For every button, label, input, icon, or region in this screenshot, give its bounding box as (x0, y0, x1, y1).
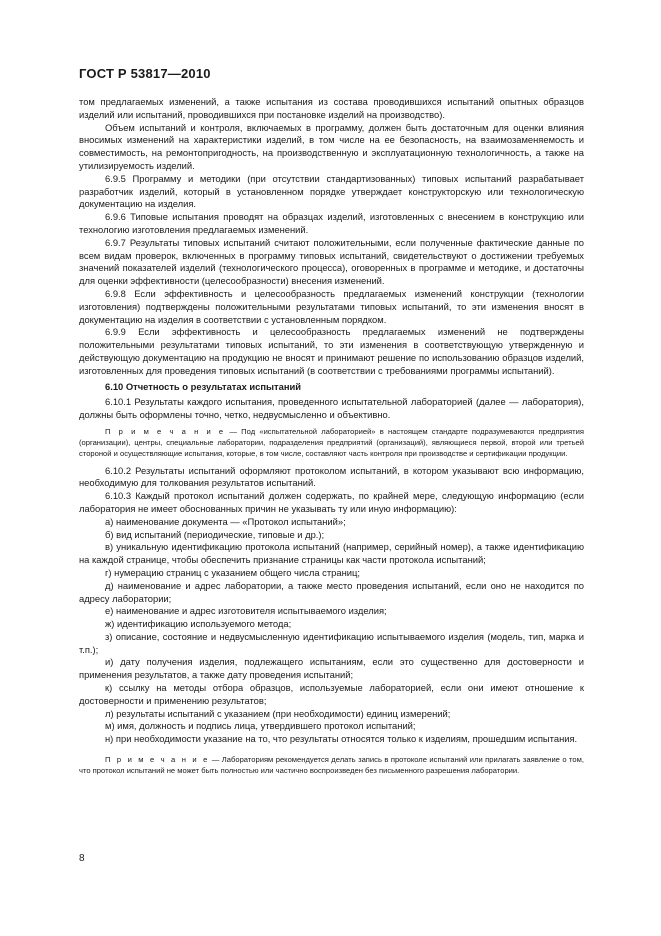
list-item: г) нумерацию страниц с указанием общего числа страниц; (105, 566, 360, 578)
list-item: к) ссылку на методы отбора образцов, используемые лабораторией, если они имеют отношение к достоверности и применению результатов; (79, 682, 584, 706)
note-label: П р и м е ч а н и е (105, 426, 226, 436)
note-text: — Лабораториям рекомендуется делать запись в протоколе испытаний или прилагать заявление о том, что протокол испытаний не может быть полностью или частично воспроизведен без письменного разрешения лаборатории. (79, 755, 584, 776)
document-header: ГОСТ Р 53817—2010 (79, 66, 211, 81)
note-label: П р и м е ч а н и е (105, 755, 210, 765)
list-item: д) наименование и адрес лаборатории, а также место проведения испытаний, если оно не находится по адресу лаборатории; (79, 579, 584, 604)
note-testing-laboratory (79, 426, 584, 460)
clause-6-9-7: 6.9.7 Результаты типовых испытаний считают положительными, если полученные фактические данные по всем видам проверок, включенных в программу типовых испытаний, свидетельствуют о достижении требуемых значений показателей изделий (технологического процесса), оговоренных в программе и методике, и достаточны для оценки эффективности (целесообразности) внесения изменений. (79, 236, 584, 287)
clause-6-9-9: 6.9.9 Если эффективность и целесообразность предлагаемых изменений не подтверждены положительными результатами типовых испытаний, то эти изменения в соответствующую утвержденную и действующую документацию на продукцию не вносят и принимают решение по использованию образцов изделий, изготовленных для проведения типовых испытаний (в соответствии с требованиями программы испытаний). (79, 326, 584, 376)
list-item: н) при необходимости указание на то, что результаты относятся только к изделиям, прошедшим испытания. (105, 733, 578, 745)
paragraph-scope: Объем испытаний и контроля, включаемых в программу, должен быть достаточным для оценки влияния вносимых изменений на характеристики изделий, в том числе на ее безопасность, на взаимозаменяемость и совместимость, на ремонтопригодность, на производственную и эксплуатационную технологичность, а также на утилизируемость изделий. (79, 121, 584, 171)
clause-6-10-2: 6.10.2 Результаты испытаний оформляют протоколом испытаний, в котором указывают всю информацию, необходимую для толкования результатов испытаний. (79, 464, 584, 489)
list-item: б) вид испытаний (периодические, типовые и др.); (105, 528, 325, 540)
paragraph-continuation: том предлагаемых изменений, а также испытания из состава проводившихся испытаний опытных образцов изделий или испытаний, проводившихся при постановке изделий на производство). (79, 96, 584, 120)
clause-6-10-1: 6.10.1 Результаты каждого испытания, проведенного испытательной лабораторией (далее — лаборатория), должны быть оформлены точно, четко, недвусмысленно и объективно. (79, 396, 584, 421)
note-report-reproduction (79, 754, 584, 776)
list-item: з) описание, состояние и недвусмысленную идентификацию испытываемого изделия (модель, тип, марка и т.п.); (79, 630, 584, 655)
list-item: а) наименование документа — «Протокол испытаний»; (105, 515, 346, 527)
list-item: е) наименование и адрес изготовителя испытываемого изделия; (105, 605, 387, 617)
clause-6-9-5: 6.9.5 Программу и методики (при отсутствии стандартизованных) типовых испытаний разрабатывает разработчик изделий, который в установленном порядке утверждает конструкторскую или технологическую документацию на изделия. (79, 172, 584, 210)
list-item: в) уникальную идентификацию протокола испытаний (например, серийный номер), а также идентификацию на каждой странице, чтобы обеспечить признание страницы как части протокола испытаний; (79, 541, 584, 566)
clause-6-9-6: 6.9.6 Типовые испытания проводят на образцах изделий, изготовленных с внесением в конструкцию или технологию изготовления предлагаемых изменений. (79, 211, 584, 235)
list-item: и) дату получения изделия, подлежащего испытаниям, если это существенно для достоверности и применения результатов, а также дату проведения испытаний; (79, 656, 584, 681)
clause-6-10-3: 6.10.3 Каждый протокол испытаний должен содержать, по крайней мере, следующую информацию (если лаборатория не имеет обоснованных причин не указывать ту или иную информацию): (79, 490, 584, 514)
list-item: ж) идентификацию используемого метода; (105, 618, 292, 630)
document-body (79, 96, 584, 781)
list-item: м) имя, должность и подпись лица, утвердившего протокол испытаний; (105, 720, 416, 732)
page-number: 8 (79, 853, 85, 864)
note-text: — Под «испытательной лабораторией» в настоящем стандарте подразумеваются предприятия (организации), центры, специальные лаборатории, подразделения предприятий (организаций), являющиеся первой, второй или третьей стороной и осуществляющие испытания, которые, в том числе, составляют часть контроля при производстве и сертификации продукции. (79, 426, 584, 459)
section-heading-6-10: 6.10 Отчетность о результатах испытаний (105, 380, 302, 392)
clause-6-9-8: 6.9.8 Если эффективность и целесообразность предлагаемых изменений конструкции (технологии изготовления) подтверждены положительными результатами типовых испытаний, то эти изменения вносят в документацию на изделия в соответствии с установленным порядком. (79, 287, 584, 325)
list-item: л) результаты испытаний с указанием (при необходимости) единиц измерений; (105, 707, 451, 719)
